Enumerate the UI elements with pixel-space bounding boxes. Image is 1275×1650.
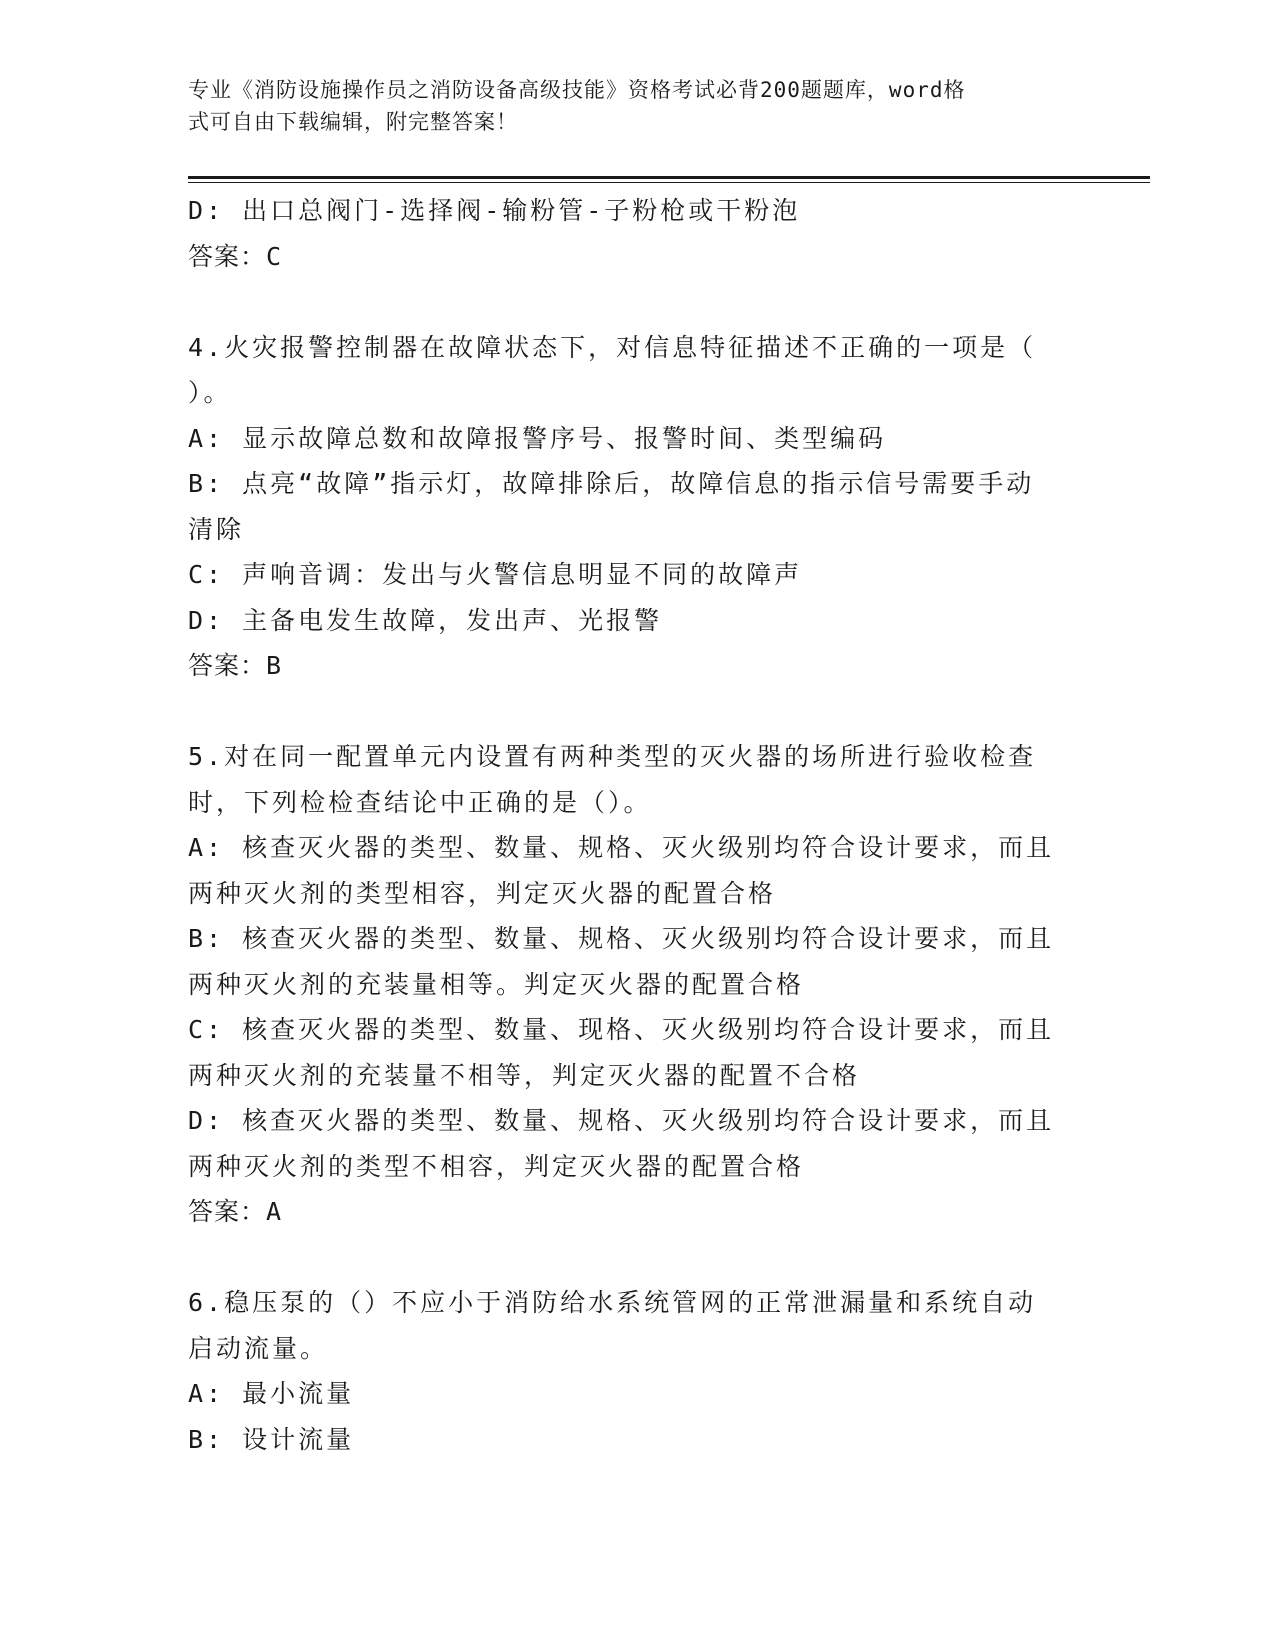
- option-b: B: 设计流量: [188, 1424, 355, 1454]
- question-stem: 5.对在同一配置单元内设置有两种类型的灭火器的场所进行验收检查: [188, 742, 1037, 771]
- question-stem-cont: ）。: [188, 378, 232, 407]
- option-a: A: 显示故障总数和故障报警序号、报警时间、类型编码: [188, 423, 887, 453]
- option-c-cont: 两种灭火剂的充装量不相等，判定灭火器的配置不合格: [188, 1060, 861, 1090]
- option-b-cont: 清除: [188, 514, 245, 544]
- answer-line: 答案：C: [188, 241, 283, 271]
- option-d-cont: 两种灭火剂的类型不相容，判定灭火器的配置合格: [188, 1151, 805, 1181]
- option-d: D: 主备电发生故障，发出声、光报警: [188, 605, 663, 635]
- spacer: [188, 1235, 1088, 1281]
- answer-line: 答案：A: [188, 1197, 283, 1226]
- answer-line: 答案：B: [188, 651, 283, 680]
- question-6: [188, 1280, 1088, 1462]
- header-rule-thin: [188, 182, 1150, 183]
- option-b: B: 核查灭火器的类型、数量、规格、灭火级别均符合设计要求，而且: [188, 924, 1055, 953]
- option-a-cont: 两种灭火剂的类型相容，判定灭火器的配置合格: [188, 878, 777, 908]
- header-line-2: 式可自由下载编辑，附完整答案！: [188, 110, 518, 134]
- document-header: [188, 74, 1068, 138]
- question-stem: 4.火灾报警控制器在故障状态下，对信息特征描述不正确的一项是（: [188, 332, 1037, 362]
- option-c: C: 核查灭火器的类型、数量、现格、灭火级别均符合设计要求，而且: [188, 1015, 1055, 1044]
- header-rule-thick: [188, 176, 1150, 179]
- option-a: A: 核查灭火器的类型、数量、规格、灭火级别均符合设计要求，而且: [188, 833, 1055, 862]
- question-stem: 6.稳压泵的（）不应小于消防给水系统管网的正常泄漏量和系统自动: [188, 1288, 1037, 1317]
- spacer: [188, 689, 1088, 735]
- question-stem-cont: 时，下列检检查结论中正确的是（）。: [188, 787, 652, 817]
- question-3-tail: [188, 188, 1088, 279]
- header-line-1: 专业《消防设施操作员之消防设备高级技能》资格考试必背200题题库，word格: [188, 78, 966, 102]
- option-b: B: 点亮“故障”指示灯，故障排除后，故障信息的指示信号需要手动: [188, 469, 1035, 498]
- spacer: [188, 279, 1088, 325]
- option-d: D: 核查灭火器的类型、数量、规格、灭火级别均符合设计要求，而且: [188, 1106, 1055, 1135]
- question-4: [188, 325, 1088, 689]
- question-stem-cont: 启动流量。: [188, 1333, 329, 1363]
- option-d: D: 出口总阀门-选择阀-输粉管-子粉枪或干粉泡: [188, 196, 801, 225]
- question-5: [188, 734, 1088, 1235]
- option-a: A: 最小流量: [188, 1379, 355, 1408]
- option-c: C: 声响音调：发出与火警信息明显不同的故障声: [188, 560, 803, 589]
- question-list: [188, 188, 1088, 1462]
- option-b-cont: 两种灭火剂的充装量相等。判定灭火器的配置合格: [188, 969, 805, 999]
